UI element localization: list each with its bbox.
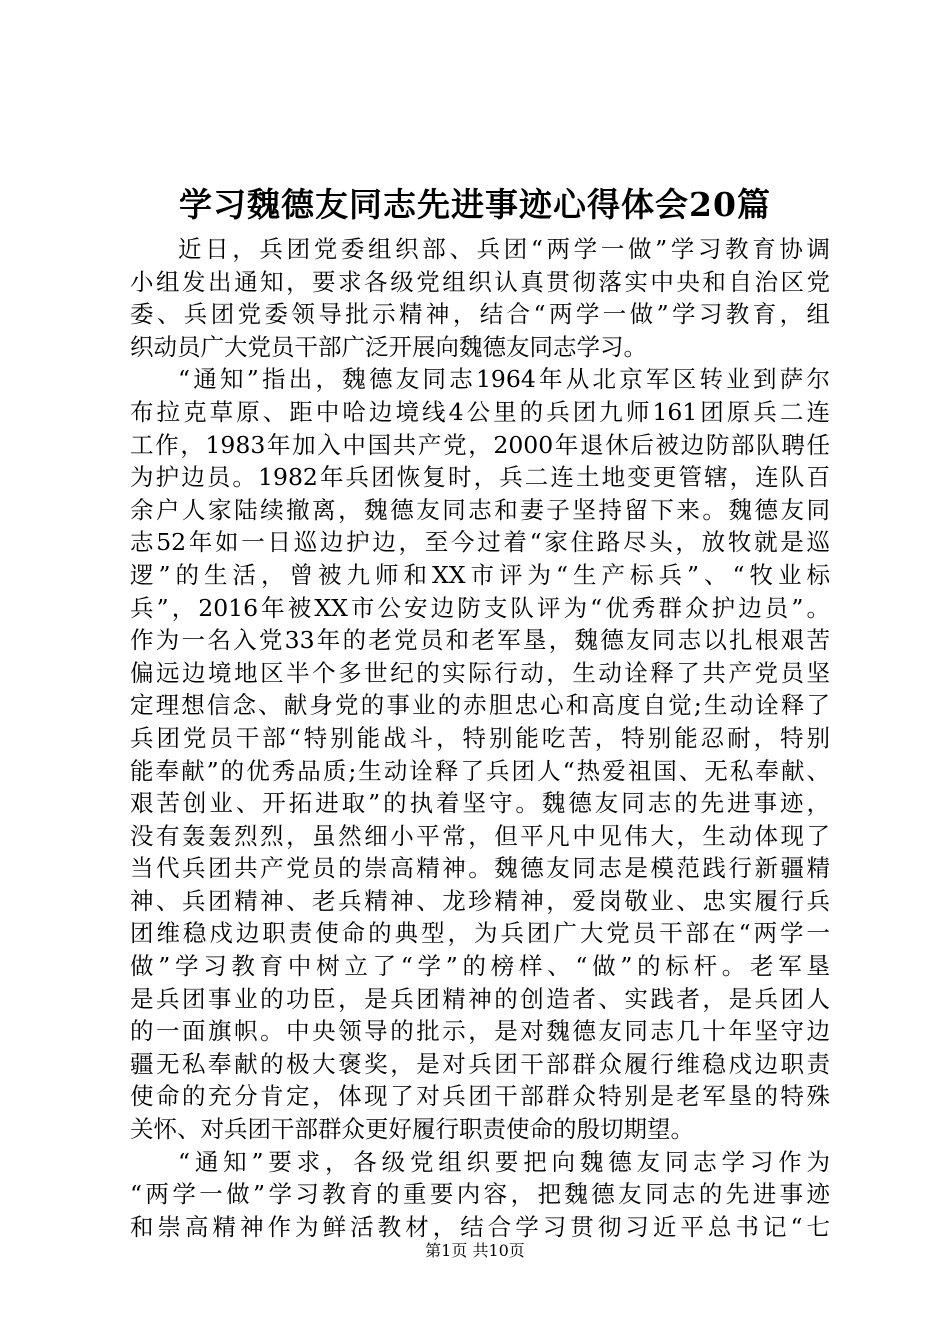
- text-line: 没有轰轰烈烈，虽然细小平常，但平凡中见伟大，生动体现了: [130, 821, 830, 850]
- text-line: 当代兵团共产党员的崇高精神。魏德友同志是模范践行新疆精: [130, 854, 830, 883]
- text-line: 团维稳戍边职责使命的典型，为兵团广大党员干部在“两学一: [130, 919, 830, 948]
- text-line: 神、兵团精神、老兵精神、龙珍精神，爱岗敬业、忠实履行兵: [130, 886, 830, 915]
- page-footer: 第1页 共10页: [425, 1241, 525, 1260]
- text-line: 疆无私奉献的极大褒奖，是对兵团干部群众履行维稳戍边职责: [130, 1049, 830, 1078]
- document-body: [130, 233, 830, 1243]
- text-line: 和崇高精神作为鲜活教材，结合学习贯彻习近平总书记“七: [130, 1212, 830, 1241]
- text-line: 兵团党员干部“特别能战斗，特别能吃苦，特别能忍耐，特别: [130, 723, 830, 752]
- text-line: 能奉献”的优秀品质;生动诠释了兵团人“热爱祖国、无私奉献、: [130, 756, 830, 785]
- text-line: “通知”指出，魏德友同志1964年从北京军区转业到萨尔: [178, 365, 830, 394]
- text-line: 兵”，2016年被XX市公安边防支队评为“优秀群众护边员”。: [130, 593, 830, 622]
- text-line: 余户人家陆续撤离，魏德友同志和妻子坚持留下来。魏德友同: [130, 495, 830, 524]
- text-line: 做”学习教育中树立了“学”的榜样、“做”的标杆。老军垦: [130, 952, 830, 981]
- text-line: “两学一做”学习教育的重要内容，把魏德友同志的先进事迹: [130, 1180, 830, 1209]
- document-title: 学习魏德友同志先进事迹心得体会20篇: [179, 185, 771, 224]
- text-line: 是兵团事业的功臣，是兵团精神的创造者、实践者，是兵团人: [130, 984, 830, 1013]
- text-line: 艰苦创业、开拓进取”的执着坚守。魏德友同志的先进事迹，: [130, 789, 830, 818]
- text-line: 志52年如一日巡边护边，至今过着“家住路尽头，放牧就是巡: [130, 528, 830, 557]
- text-line: 逻”的生活，曾被九师和XX市评为“生产标兵”、“牧业标: [130, 560, 830, 589]
- text-line: 近日，兵团党委组织部、兵团“两学一做”学习教育协调: [178, 235, 830, 263]
- text-line: 使命的充分肯定，体现了对兵团干部群众特别是老军垦的特殊: [130, 1082, 830, 1111]
- text-line: 关怀、对兵团干部群众更好履行职责使命的殷切期望。: [130, 1115, 694, 1144]
- text-line: “通知”要求，各级党组织要把向魏德友同志学习作为: [178, 1147, 830, 1176]
- text-line: 委、兵团党委领导批示精神，结合“两学一做”学习教育，组: [130, 300, 830, 329]
- text-line: 布拉克草原、距中哈边境线4公里的兵团九师161团原兵二连: [130, 397, 830, 426]
- text-line: 小组发出通知，要求各级党组织认真贯彻落实中央和自治区党: [130, 267, 830, 296]
- text-line: 的一面旗帜。中央领导的批示，是对魏德友同志几十年坚守边: [130, 1017, 830, 1046]
- text-line: 织动员广大党员干部广泛开展向魏德友同志学习。: [130, 332, 647, 361]
- text-line: 工作，1983年加入中国共产党，2000年退休后被边防部队聘任: [130, 430, 830, 459]
- text-line: 作为一名入党33年的老党员和老军垦，魏德友同志以扎根艰苦: [130, 626, 830, 655]
- text-line: 为护边员。1982年兵团恢复时，兵二连土地变更管辖，连队百: [130, 463, 830, 492]
- text-line: 偏远边境地区半个多世纪的实际行动，生动诠释了共产党员坚: [130, 658, 830, 687]
- text-line: 定理想信念、献身党的事业的赤胆忠心和高度自觉;生动诠释了: [130, 691, 830, 720]
